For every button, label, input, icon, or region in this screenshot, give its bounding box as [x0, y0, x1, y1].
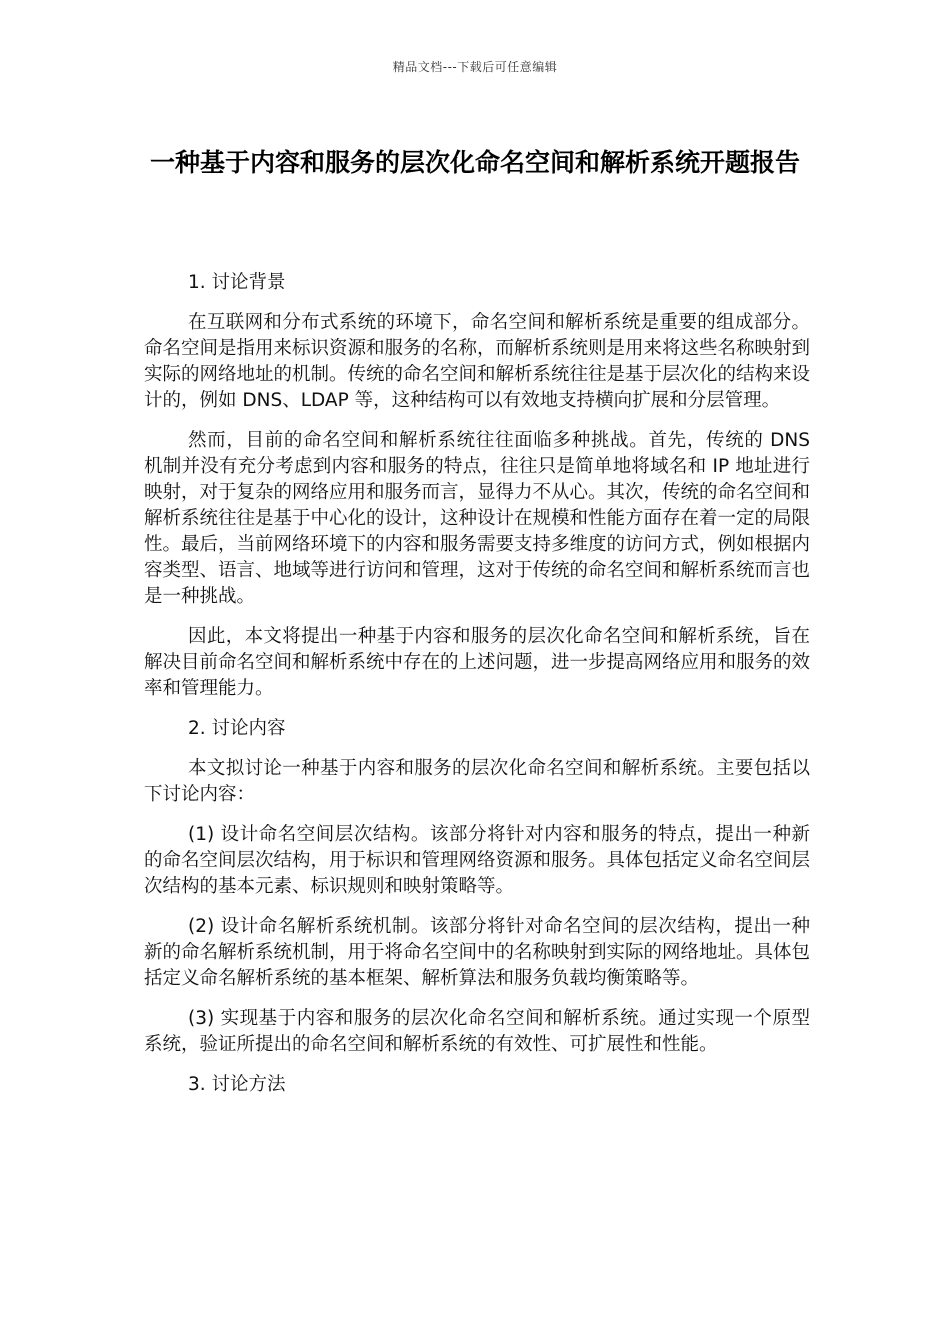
- section-heading-content: 2. 讨论内容: [188, 718, 286, 739]
- header-note: 精品文档---下载后可任意编辑: [392, 60, 558, 74]
- document-body: [144, 270, 810, 1112]
- paragraph-background-1: 在互联网和分布式系统的环境下，命名空间和解析系统是重要的组成部分。命名空间是指用来标识资源和服务的名称，而解析系统则是用来将这些名称映射到实际的网络地址的机制。传统的命名空间和解析系统往往是基于层次化的结构来设计的，例如 DNS、LDAP 等，这种结构可以有效地支持横向扩展和分层管理。: [144, 312, 811, 411]
- section-heading-background: 1. 讨论背景: [188, 272, 286, 293]
- document-title: 一种基于内容和服务的层次化命名空间和解析系统开题报告: [149, 148, 800, 177]
- paragraph-background-2: 然而，目前的命名空间和解析系统往往面临多种挑战。首先，传统的 DNS 机制并没有充分考虑到内容和服务的特点，往往只是简单地将域名和 IP 地址进行映射，对于复杂的网络应用和服务而言，显得力不从心。其次，传统的命名空间和解析系统往往是基于中心化的设计，这种设计在规模和性能方面存在着一定的局限性。最后，当前网络环境下的内容和服务需要支持多维度的访问方式，例如根据内容类型、语言、地域等进行访问和管理，这对于传统的命名空间和解析系统而言也是一种挑战。: [144, 430, 811, 607]
- paragraph-content-item-1: (1) 设计命名空间层次结构。该部分将针对内容和服务的特点，提出一种新的命名空间层次结构，用于标识和管理网络资源和服务。具体包括定义命名空间层次结构的基本元素、标识规则和映射策略等。: [144, 824, 811, 897]
- paragraph-content-item-2: (2) 设计命名解析系统机制。该部分将针对命名空间的层次结构，提出一种新的命名解析系统机制，用于将命名空间中的名称映射到实际的网络地址。具体包括定义命名解析系统的基本框架、解析算法和服务负载均衡策略等。: [144, 916, 811, 989]
- section-heading-method: 3. 讨论方法: [188, 1074, 286, 1095]
- paragraph-content-intro: 本文拟讨论一种基于内容和服务的层次化命名空间和解析系统。主要包括以下讨论内容：: [144, 758, 810, 805]
- paragraph-background-3: 因此，本文将提出一种基于内容和服务的层次化命名空间和解析系统，旨在解决目前命名空间和解析系统中存在的上述问题，进一步提高网络应用和服务的效率和管理能力。: [144, 626, 811, 699]
- paragraph-content-item-3: (3) 实现基于内容和服务的层次化命名空间和解析系统。通过实现一个原型系统，验证所提出的命名空间和解析系统的有效性、可扩展性和性能。: [144, 1008, 810, 1055]
